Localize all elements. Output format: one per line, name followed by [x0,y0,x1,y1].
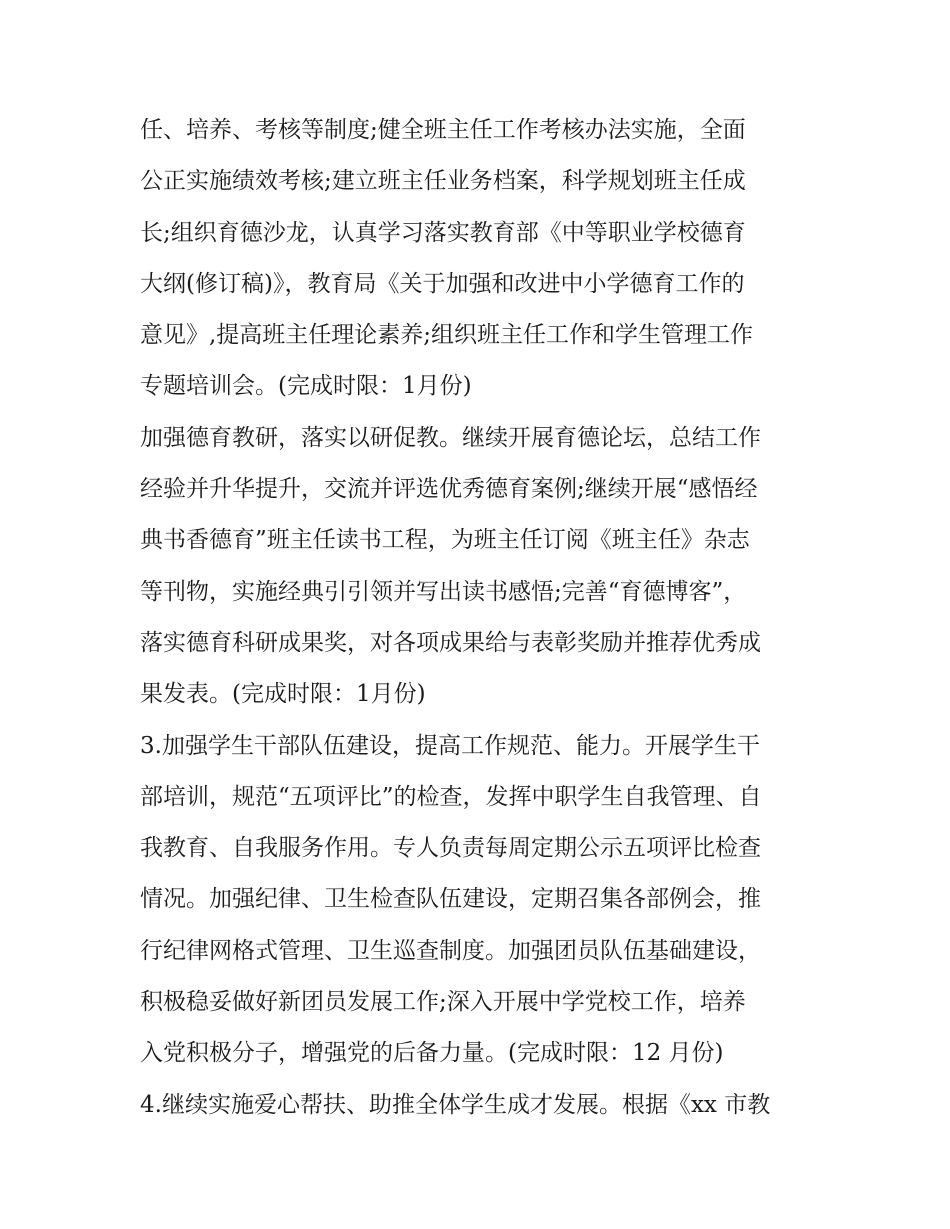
text-line: 入党积极分子，增强党的后备力量。(完成时限：12 月份) [140,1040,724,1067]
text-line: 公正实施绩效考核;建立班主任业务档案，科学规划班主任成 [140,168,746,195]
text-line: 我教育、自我服务作用。专人负责每周定期公示五项评比检查 [140,835,761,862]
text-line: 部培训，规范“五项评比”的检查，发挥中职学生自我管理、自 [140,783,762,810]
text-line: 情况。加强纪律、卫生检查队伍建设，定期召集各部例会，推 [140,886,761,913]
text-line: 果发表。(完成时限：1月份) [140,681,426,708]
text-line: 典书香德育”班主任读书工程，为班主任订阅《班主任》杂志 [140,527,750,554]
text-line: 专题培训会。(完成时限：1月份) [140,373,472,400]
text-line: 3.加强学生干部队伍建设，提高工作规范、能力。开展学生干 [140,732,760,759]
text-line: 4.继续实施爱心帮扶、助推全体学生成才发展。根据《xx 市教 [140,1091,771,1118]
body-text [140,105,820,1131]
text-line: 大纲(修订稿)》，教育局《关于加强和改进中小学德育工作的 [140,270,745,297]
text-line: 意见》,提高班主任理论素养;组织班主任工作和学生管理工作 [140,322,754,349]
text-line: 等刊物，实施经典引引领并写出读书感悟;完善“育德博客”， [140,578,747,605]
text-line: 经验并升华提升，交流并评选优秀德育案例;继续开展“感悟经 [140,476,758,503]
text-line: 任、培养、考核等制度;健全班主任工作考核办法实施，全面 [140,117,746,143]
text-line: 落实德育科研成果奖，对各项成果给与表彰奖励并推荐优秀成 [140,629,761,656]
text-line: 长;组织育德沙龙，认真学习落实教育部《中等职业学校德育 [140,219,746,246]
text-line: 行纪律网格式管理、卫生巡查制度。加强团员队伍基础建设， [140,937,761,964]
text-line: 积极稳妥做好新团员发展工作;深入开展中学党校工作，培养 [140,989,746,1016]
text-line: 加强德育教研，落实以研促教。继续开展育德论坛，总结工作 [140,424,761,451]
